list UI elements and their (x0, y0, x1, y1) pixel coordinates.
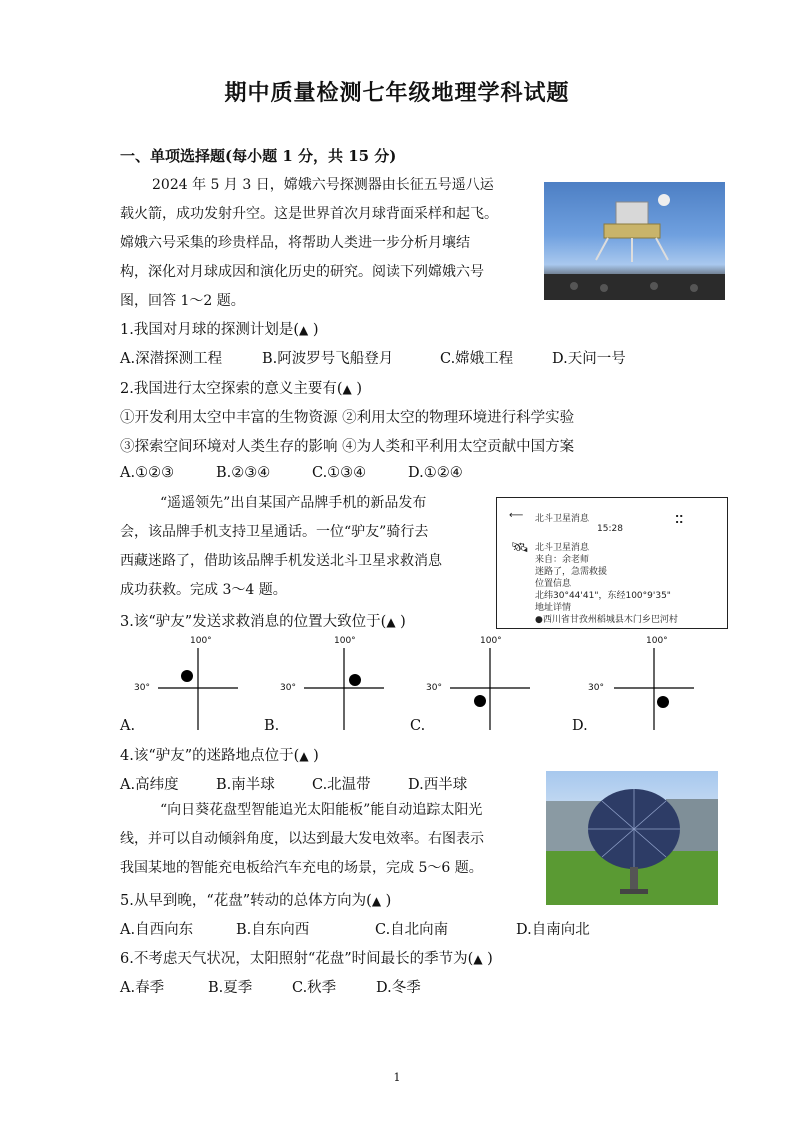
location-dot (349, 674, 361, 686)
menu-dots-icon: ⁚⁚ (675, 513, 684, 526)
longitude-label: 100° (480, 636, 502, 646)
q5-option-b: B.自东向西 (236, 922, 310, 938)
message-line: 迷路了，急需救援 (535, 567, 608, 577)
message-time: 15:28 (597, 524, 623, 534)
q6-option-a: A.春季 (120, 980, 165, 996)
coordinate-diagram-d (614, 648, 694, 730)
page-title: 期中质量检测七年级地理学科试题 (224, 81, 570, 106)
q4-option-d: D.西半球 (408, 777, 468, 793)
question-4: 4.该“驴友”的迷路地点位于(▲ ) (120, 748, 319, 764)
passage-line: 成功获救。完成 3～4 题。 (120, 582, 287, 598)
answer-mark: ▲ (371, 894, 382, 908)
location-dot (181, 670, 193, 682)
q3-option-d: D. (572, 718, 588, 734)
question-2: 2.我国进行太空探索的意义主要有(▲ ) (120, 381, 363, 397)
passage-line: 图，回答 1～2 题。 (120, 293, 245, 309)
q6-option-b: B.夏季 (208, 980, 253, 996)
q5-option-a: A.自西向东 (120, 922, 194, 938)
longitude-label: 100° (190, 636, 212, 646)
question-3: 3.该“驴友”发送求救消息的位置大致位于(▲ ) (120, 614, 406, 630)
q3-option-b: B. (264, 718, 280, 734)
beidou-message-screenshot (496, 497, 728, 629)
message-header: 北斗卫星消息 (535, 514, 590, 524)
q2-option-a: A.①②③ (120, 465, 175, 481)
message-line: 来自：余老师 (535, 555, 590, 565)
question-1: 1.我国对月球的探测计划是(▲ ) (120, 322, 319, 338)
passage-line: “遥遥领先”出自某国产品牌手机的新品发布 (160, 495, 427, 511)
q1-option-d: D.天问一号 (552, 351, 626, 367)
passage-line: 会，该品牌手机支持卫星通话。一位“驴友”骑行去 (120, 524, 429, 540)
q6-option-d: D.冬季 (376, 980, 421, 996)
answer-mark: ▲ (386, 615, 396, 629)
latitude-label: 30° (280, 683, 296, 693)
q2-statement-line: ③探索空间环境对人类生存的影响 ④为人类和平利用太空贡献中国方案 (120, 439, 575, 455)
q1-option-b: B.阿波罗号飞船登月 (262, 351, 394, 367)
back-arrow-icon: ⟵ (509, 510, 524, 521)
q1-option-a: A.深潜探测工程 (120, 351, 223, 367)
passage-line: 线，并可以自动倾斜角度，以达到最大发电效率。右图表示 (120, 831, 484, 847)
latitude-label: 30° (426, 683, 442, 693)
coordinate-diagram-c (450, 648, 530, 730)
latitude-label: 30° (134, 683, 150, 693)
q3-option-c: C. (410, 718, 426, 734)
passage-line: 西藏迷路了，借助该品牌手机发送北斗卫星求救消息 (120, 553, 442, 569)
q1-option-c: C.嫦娥工程 (440, 351, 514, 367)
q3-option-a: A. (120, 718, 136, 734)
section-heading: 一、单项选择题(每小题 1 分，共 15 分) (120, 147, 397, 165)
solar-panel-photo (546, 771, 718, 905)
message-line: 位置信息 (535, 579, 572, 589)
question-5: 5.从早到晚，“花盘”转动的总体方向为(▲ ) (120, 893, 392, 909)
satellite-icon: 🛰 (511, 540, 529, 556)
q2-option-c: C.①③④ (312, 465, 367, 481)
passage-line: 载火箭，成功发射升空。这是世界首次月球背面采样和起飞。 (120, 206, 498, 222)
longitude-label: 100° (646, 636, 668, 646)
message-line: 地址详情 (535, 603, 572, 613)
q6-option-c: C.秋季 (292, 980, 337, 996)
passage-line: 2024 年 5 月 3 日，嫦娥六号探测器由长征五号遥八运 (152, 177, 494, 193)
message-line: ●西川省甘孜州稻城县木门乡巴河村 (535, 615, 678, 625)
q4-option-c: C.北温带 (312, 777, 371, 793)
q4-option-b: B.南半球 (216, 777, 275, 793)
q4-option-a: A.高纬度 (120, 777, 179, 793)
passage-line: 嫦娥六号采集的珍贵样品，将帮助人类进一步分析月壤结 (120, 235, 470, 251)
change6-photo (544, 182, 725, 300)
message-line: 北纬30°44'41"，东经100°9'35" (535, 591, 671, 601)
longitude-label: 100° (334, 636, 356, 646)
message-line: 北斗卫星消息 (535, 543, 590, 553)
passage-line: 构，深化对月球成因和演化历史的研究。阅读下列嫦娥六号 (120, 264, 484, 280)
passage-line: 我国某地的智能充电板给汽车充电的场景，完成 5～6 题。 (120, 860, 483, 876)
passage-line: “向日葵花盘型智能追光太阳能板”能自动追踪太阳光 (160, 802, 483, 818)
q5-option-c: C.自北向南 (375, 922, 449, 938)
location-dot (474, 695, 486, 707)
coordinate-diagram-a (158, 648, 238, 730)
location-dot (657, 696, 669, 708)
answer-mark: ▲ (299, 323, 309, 337)
q2-option-b: B.②③④ (216, 465, 271, 481)
answer-mark: ▲ (299, 749, 309, 763)
coordinate-diagram-b (304, 648, 384, 730)
answer-mark: ▲ (473, 952, 483, 966)
latitude-label: 30° (588, 683, 604, 693)
page-number: 1 (393, 1071, 401, 1084)
q2-option-d: D.①②④ (408, 465, 463, 481)
q2-statement-line: ①开发利用太空中丰富的生物资源 ②利用太空的物理环境进行科学实验 (120, 410, 575, 426)
question-6: 6.不考虑天气状况，太阳照射“花盘”时间最长的季节为(▲ ) (120, 951, 493, 967)
answer-mark: ▲ (342, 382, 352, 396)
q5-option-d: D.自南向北 (516, 922, 590, 938)
